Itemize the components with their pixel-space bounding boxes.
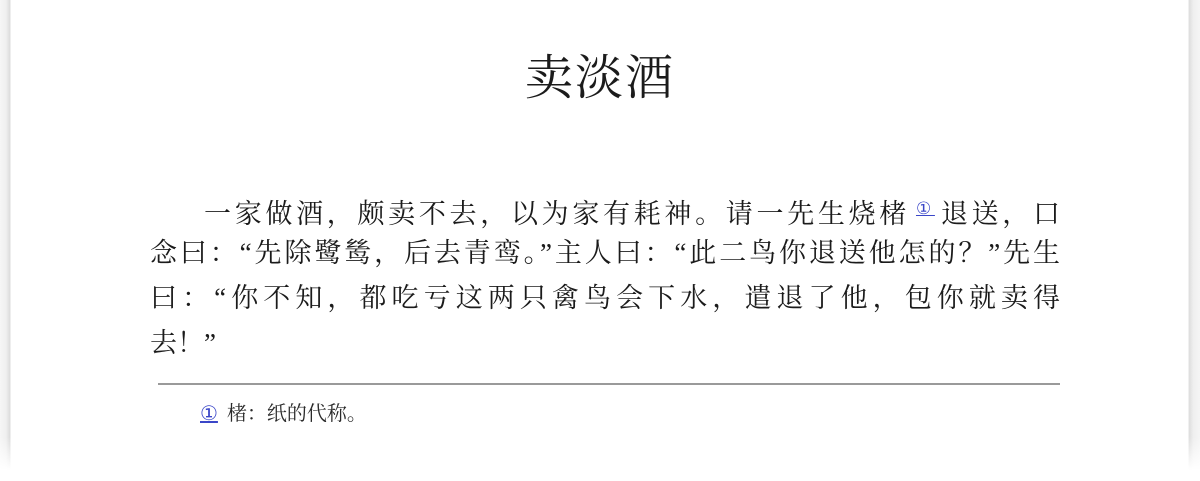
line1-text-after: 退送，口 xyxy=(940,199,1061,229)
paragraph-line-4: 去！” xyxy=(150,328,216,358)
footnote-separator xyxy=(158,383,1060,385)
footnote-text: 楮：纸的代称。 xyxy=(226,403,367,425)
paragraph-line-3: 曰：“你不知，都吃亏这两只禽鸟会下水，遣退了他，包你就卖得 xyxy=(150,283,1060,313)
paragraph-line-2: 念曰：“先除鹭鸶，后去青鸾。”主人曰：“此二鸟你退送他怎的？”先生 xyxy=(150,238,1060,268)
story-paragraph xyxy=(150,186,1060,366)
footnote xyxy=(200,399,367,429)
page-title: 卖淡酒 xyxy=(524,52,675,105)
footnote-marker-link[interactable]: ① xyxy=(200,403,218,425)
footnote-ref-link[interactable]: ① xyxy=(915,199,935,218)
paragraph-line-1 xyxy=(150,186,1060,231)
line1-text-before: 一家做酒，颇卖不去，以为家有耗神。请一先生烧楮 xyxy=(204,199,910,229)
